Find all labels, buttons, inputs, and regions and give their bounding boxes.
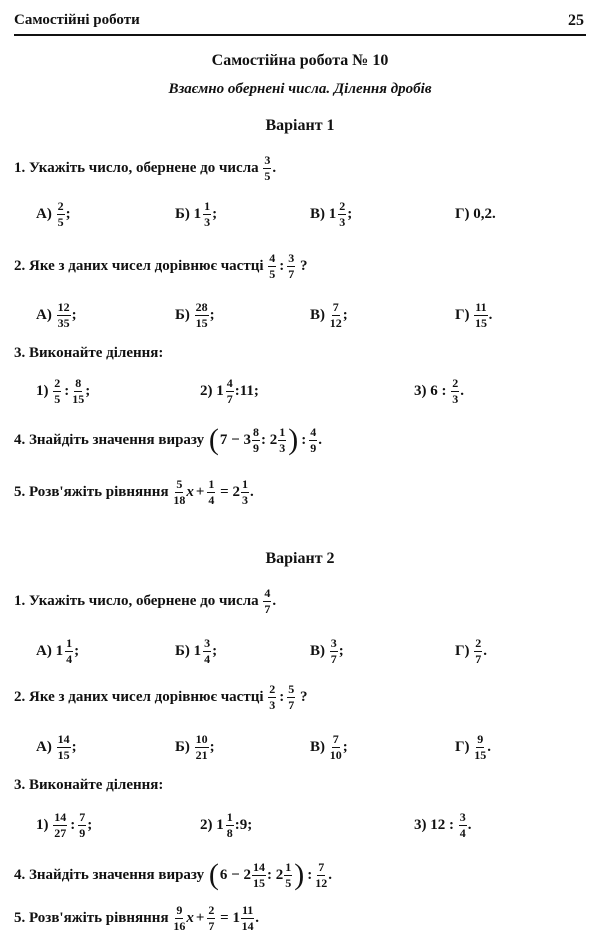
fraction: $\frac{12}{35}$ — [57, 299, 70, 330]
v1-q3-item-1: 1) $\frac{2}{5}$ : $\frac{8}{15}$ ; — [36, 375, 91, 406]
fraction: $\frac{8}{15}$ — [72, 375, 85, 406]
fraction: $\frac{14}{15}$ — [252, 859, 265, 890]
fraction: $\frac{3}{4}$ — [459, 809, 466, 840]
v2-q2-option-d: Г) $\frac{9}{15}$ . — [455, 731, 492, 762]
v2-q2-option-b: Б) $\frac{10}{21}$ ; — [175, 731, 215, 762]
v1-q1-option-d: Г) 0,2. — [455, 205, 496, 222]
variant-2-heading: Варіант 2 — [265, 550, 335, 567]
v1-q1-option-b: Б) 1 $\frac{1}{3}$ ; — [175, 198, 218, 229]
fraction: $\frac{28}{15}$ — [195, 299, 208, 330]
v2-q2-option-a: А) $\frac{14}{15}$ ; — [36, 731, 77, 762]
v1-q2-option-a: А) $\frac{12}{35}$ ; — [36, 299, 77, 330]
v2-q3-item-2: 2) 1 $\frac{1}{8}$ :9; — [200, 809, 253, 840]
v2-q3-item-3: 3) 12 : $\frac{3}{4}$ . — [414, 809, 472, 840]
fraction: $\frac{3}{5}$ — [264, 152, 271, 183]
fraction: $\frac{2}{3}$ — [452, 375, 459, 406]
fraction: $\frac{3}{7}$ — [288, 250, 295, 281]
v2-question-1: 1. Укажіть число, обернене до числа $\frac{4}{7}$ . — [14, 585, 277, 616]
fraction: $\frac{8}{9}$ — [252, 424, 259, 455]
fraction: $\frac{1}{8}$ — [226, 809, 233, 840]
fraction: $\frac{5}{7}$ — [288, 681, 295, 712]
v1-question-3: 3. Виконайте ділення: — [14, 344, 164, 361]
v1-q2-option-d: Г) $\frac{11}{15}$ . — [455, 299, 493, 330]
fraction: $\frac{2}{7}$ — [208, 902, 215, 933]
v1-question-5: 5. Розв'яжіть рівняння $\frac{5}{18}$ x + $\frac{1}{4}$ = 2 $\frac{1}{3}$ . — [14, 476, 254, 507]
section-title: Самостійні роботи — [14, 12, 140, 28]
fraction: $\frac{4}{7}$ — [264, 585, 271, 616]
fraction: $\frac{7}{9}$ — [79, 809, 86, 840]
variant-1-heading: Варіант 1 — [265, 117, 335, 134]
fraction: $\frac{14}{15}$ — [57, 731, 70, 762]
v1-question-2: 2. Яке з даних чисел дорівнює частці $\frac{4}{5}$ : $\frac{3}{7}$ ? — [14, 250, 308, 281]
v1-question-4: 4. Знайдіть значення виразу ( 7 − 3 $\frac{8}{9}$ : 2 $\frac{1}{3}$ ) : $\frac{4}{9}$ . — [14, 423, 322, 456]
page-header — [14, 8, 586, 36]
fraction: $\frac{1}{3}$ — [241, 476, 248, 507]
fraction: $\frac{9}{15}$ — [474, 731, 487, 762]
fraction: $\frac{11}{14}$ — [241, 902, 254, 933]
fraction: $\frac{9}{16}$ — [173, 902, 186, 933]
fraction: $\frac{2}{3}$ — [269, 681, 276, 712]
fraction: $\frac{2}{5}$ — [54, 375, 61, 406]
v2-question-3: 3. Виконайте ділення: — [14, 776, 164, 793]
fraction: $\frac{4}{9}$ — [310, 424, 317, 455]
fraction: $\frac{1}{4}$ — [66, 635, 73, 666]
v2-question-5: 5. Розв'яжіть рівняння $\frac{9}{16}$ x + $\frac{2}{7}$ = 1 $\frac{11}{14}$ . — [14, 902, 260, 933]
fraction: $\frac{4}{5}$ — [269, 250, 276, 281]
fraction: $\frac{2}{5}$ — [57, 198, 64, 229]
fraction: $\frac{2}{3}$ — [339, 198, 346, 229]
v2-question-2: 2. Яке з даних чисел дорівнює частці $\frac{2}{3}$ : $\frac{5}{7}$ ? — [14, 681, 308, 712]
v1-q3-item-3: 3) 6 : $\frac{2}{3}$ . — [414, 375, 464, 406]
work-title: Самостійна робота № 10 — [211, 52, 389, 69]
fraction: $\frac{14}{27}$ — [54, 809, 67, 840]
fraction: $\frac{1}{5}$ — [285, 859, 292, 890]
fraction: $\frac{1}{3}$ — [279, 424, 286, 455]
fraction: $\frac{1}{3}$ — [204, 198, 211, 229]
work-subtitle: Взаємно обернені числа. Ділення дробів — [168, 81, 432, 97]
v2-q1-option-b: Б) 1 $\frac{3}{4}$ ; — [175, 635, 218, 666]
v1-q2-option-c: В) $\frac{7}{12}$ ; — [310, 299, 348, 330]
v2-q1-option-a: А) 1 $\frac{1}{4}$ ; — [36, 635, 80, 666]
v1-q1-option-c: В) 1 $\frac{2}{3}$ ; — [310, 198, 353, 229]
v2-q1-option-d: Г) $\frac{2}{7}$ . — [455, 635, 488, 666]
fraction: $\frac{2}{7}$ — [475, 635, 482, 666]
fraction: $\frac{3}{4}$ — [204, 635, 211, 666]
v2-question-4: 4. Знайдіть значення виразу ( 6 − 2 $\frac{14}{15}$ : 2 $\frac{1}{5}$ ) : $\frac{7}{12}$ . — [14, 858, 332, 891]
fraction: $\frac{3}{7}$ — [330, 635, 337, 666]
fraction: $\frac{7}{10}$ — [329, 731, 342, 762]
v2-q1-option-c: В) $\frac{3}{7}$ ; — [310, 635, 344, 666]
v2-q2-option-c: В) $\frac{7}{10}$ ; — [310, 731, 348, 762]
fraction: $\frac{4}{7}$ — [226, 375, 233, 406]
fraction: $\frac{1}{4}$ — [208, 476, 215, 507]
v1-q3-item-2: 2) 1 $\frac{4}{7}$ :11; — [200, 375, 259, 406]
fraction: $\frac{11}{15}$ — [474, 299, 487, 330]
v1-q1-option-a: А) $\frac{2}{5}$ ; — [36, 198, 71, 229]
fraction: $\frac{7}{12}$ — [329, 299, 342, 330]
v1-question-1: 1. Укажіть число, обернене до числа $\frac{3}{5}$ . — [14, 152, 277, 183]
fraction: $\frac{5}{18}$ — [173, 476, 186, 507]
v2-q3-item-1: 1) $\frac{14}{27}$ : $\frac{7}{9}$ ; — [36, 809, 93, 840]
v1-q2-option-b: Б) $\frac{28}{15}$ ; — [175, 299, 215, 330]
question-text: 1. Укажіть число, обернене до числа — [14, 159, 259, 176]
fraction: $\frac{7}{12}$ — [315, 859, 328, 890]
page-number: 25 — [568, 12, 584, 29]
fraction: $\frac{10}{21}$ — [195, 731, 208, 762]
